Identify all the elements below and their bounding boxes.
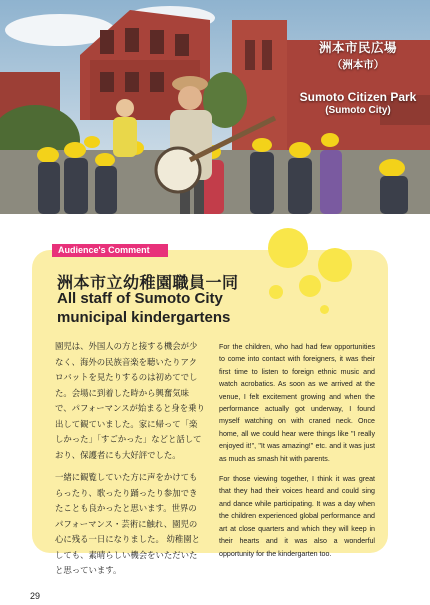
decorative-dot [299, 275, 321, 297]
location-city-jp: （洲本市） [331, 59, 385, 71]
comment-jp-paragraph: 一緒に観覧していた方に声をかけてもらったり、歌ったり踊ったり参加できたことも良かったと思います。世界のパフォーマンス・芸術に触れ、園児の心に残る一日になりました。 幼稚園としても、素晴らしい機会をいただいたと思っています。 [55, 472, 201, 575]
decorative-dot [268, 228, 308, 268]
decorative-dot [318, 248, 352, 282]
comment-en-paragraph: For those viewing together, I think it was great that they had their voices heard and could sing and dance while participating. It was a day when the children experienced global performance and art at close quarters and which they will keep in their hearts and it was also a wonderful opportunity for the kindergarten too. [219, 475, 375, 558]
location-city-en: (Sumoto City) [325, 105, 391, 116]
page-number: 29 [30, 591, 41, 601]
location-name-jp: 洲本市民広場 [318, 40, 397, 55]
location-name-en: Sumoto Citizen Park [299, 90, 417, 104]
decorative-dot [269, 285, 283, 299]
page-title-en: All staff of Sumoto City municipal kindergartens [57, 290, 231, 326]
comment-en-paragraph: For the children, who had had few opportunities to come into contact with foreigners, it was their first time to listen to foreign ethnic music and watch acrobatics. As soon as we arrived at the venue, I felt excitement growing and when the performance actually got underway, I found myself watching on with craned neck. Once home, all we could hear were things like "I really enjoyed it!", "It was amazing!" etc. and it was just as much as smash hit with parents. [219, 343, 375, 463]
comment-en [219, 341, 375, 568]
location-caption [298, 38, 418, 116]
decorative-dot [320, 305, 329, 314]
comment-jp [55, 339, 205, 586]
section-tag: Audience's Comment [52, 244, 168, 257]
comment-jp-paragraph: 園児は、外国人の方と接する機会が少なく、海外の民族音楽を聴いたりアクロバットを見たりするのは初めてでした。会場に到着した時から興奮気味で、パフォーマンスが始まると身を乗り出して観ていました。家に帰って「楽しかった」「すごかった」などと話しており、保護者にも大好評でした。 [55, 341, 205, 460]
page-title-jp: 洲本市立幼稚園職員一同 [57, 273, 239, 292]
